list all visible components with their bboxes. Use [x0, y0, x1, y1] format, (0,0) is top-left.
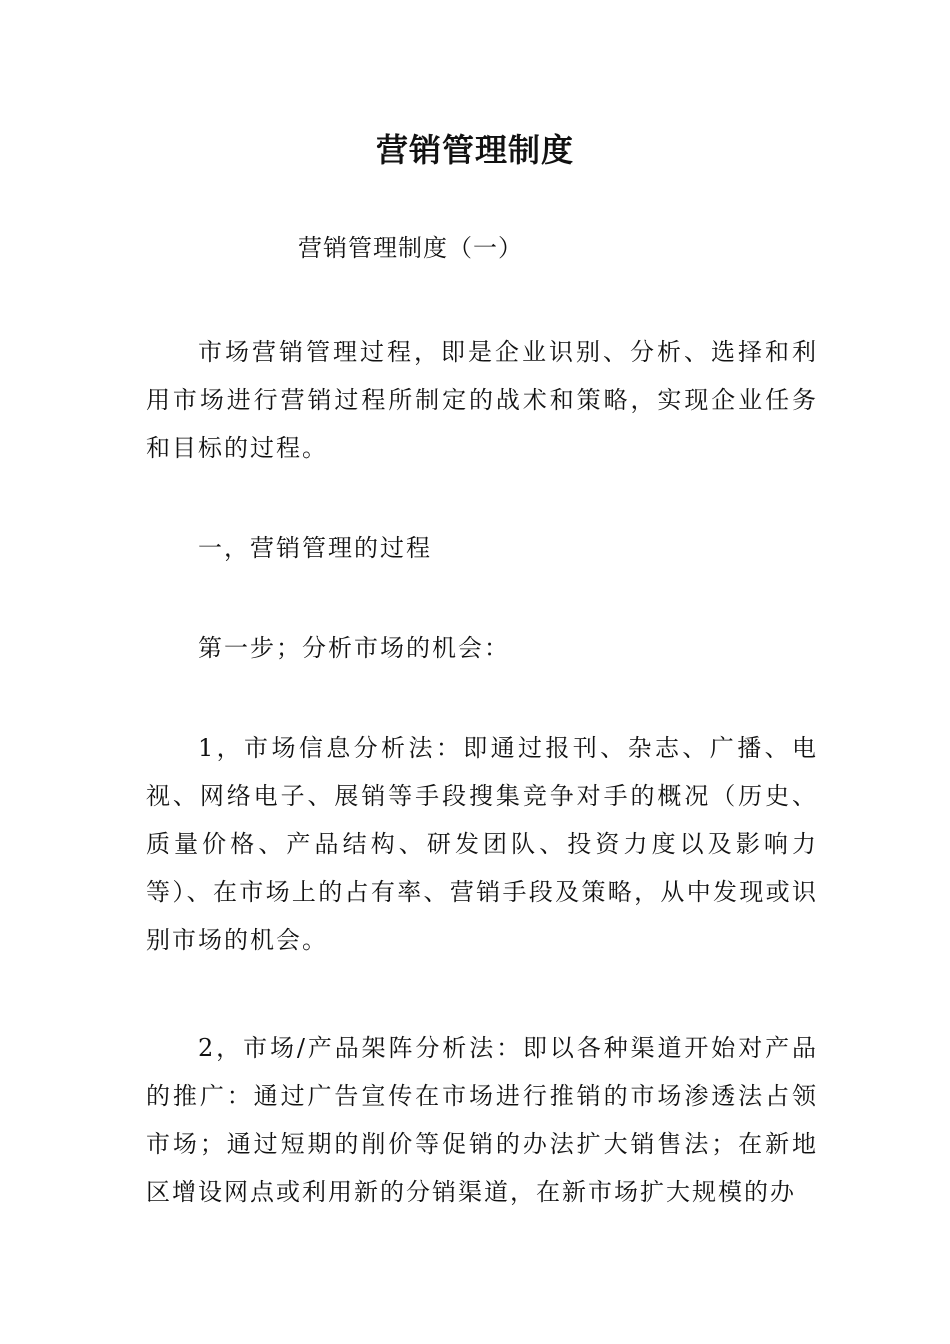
document-subtitle: 营销管理制度（一） — [298, 234, 523, 262]
document-title: 营销管理制度 — [375, 131, 574, 169]
paragraph-market-product-matrix: 2，市场/产品架阵分析法：即以各种渠道开始对产品的推广：通过广告宣传在市场进行推销的市场渗透法占领市场；通过短期的削价等促销的办法扩大销售法；在新地区增设网点或利用新的分销渠道，在新市场扩大规模的办 — [146, 1034, 818, 1206]
step-one-heading: 第一步；分析市场的机会： — [198, 634, 510, 662]
paragraph-intro: 市场营销管理过程，即是企业识别、分析、选择和利用市场进行营销过程所制定的战术和策略，实现企业任务和目标的过程。 — [146, 338, 818, 462]
paragraph-market-info-analysis: 1，市场信息分析法：即通过报刊、杂志、广播、电视、网络电子、展销等手段搜集竞争对手的概况（历史、质量价格、产品结构、研发团队、投资力度以及影响力等）、在市场上的占有率、营销手段及策略，从中发现或识别市场的机会。 — [146, 734, 818, 954]
section-heading-process: 一，营销管理的过程 — [198, 534, 432, 562]
